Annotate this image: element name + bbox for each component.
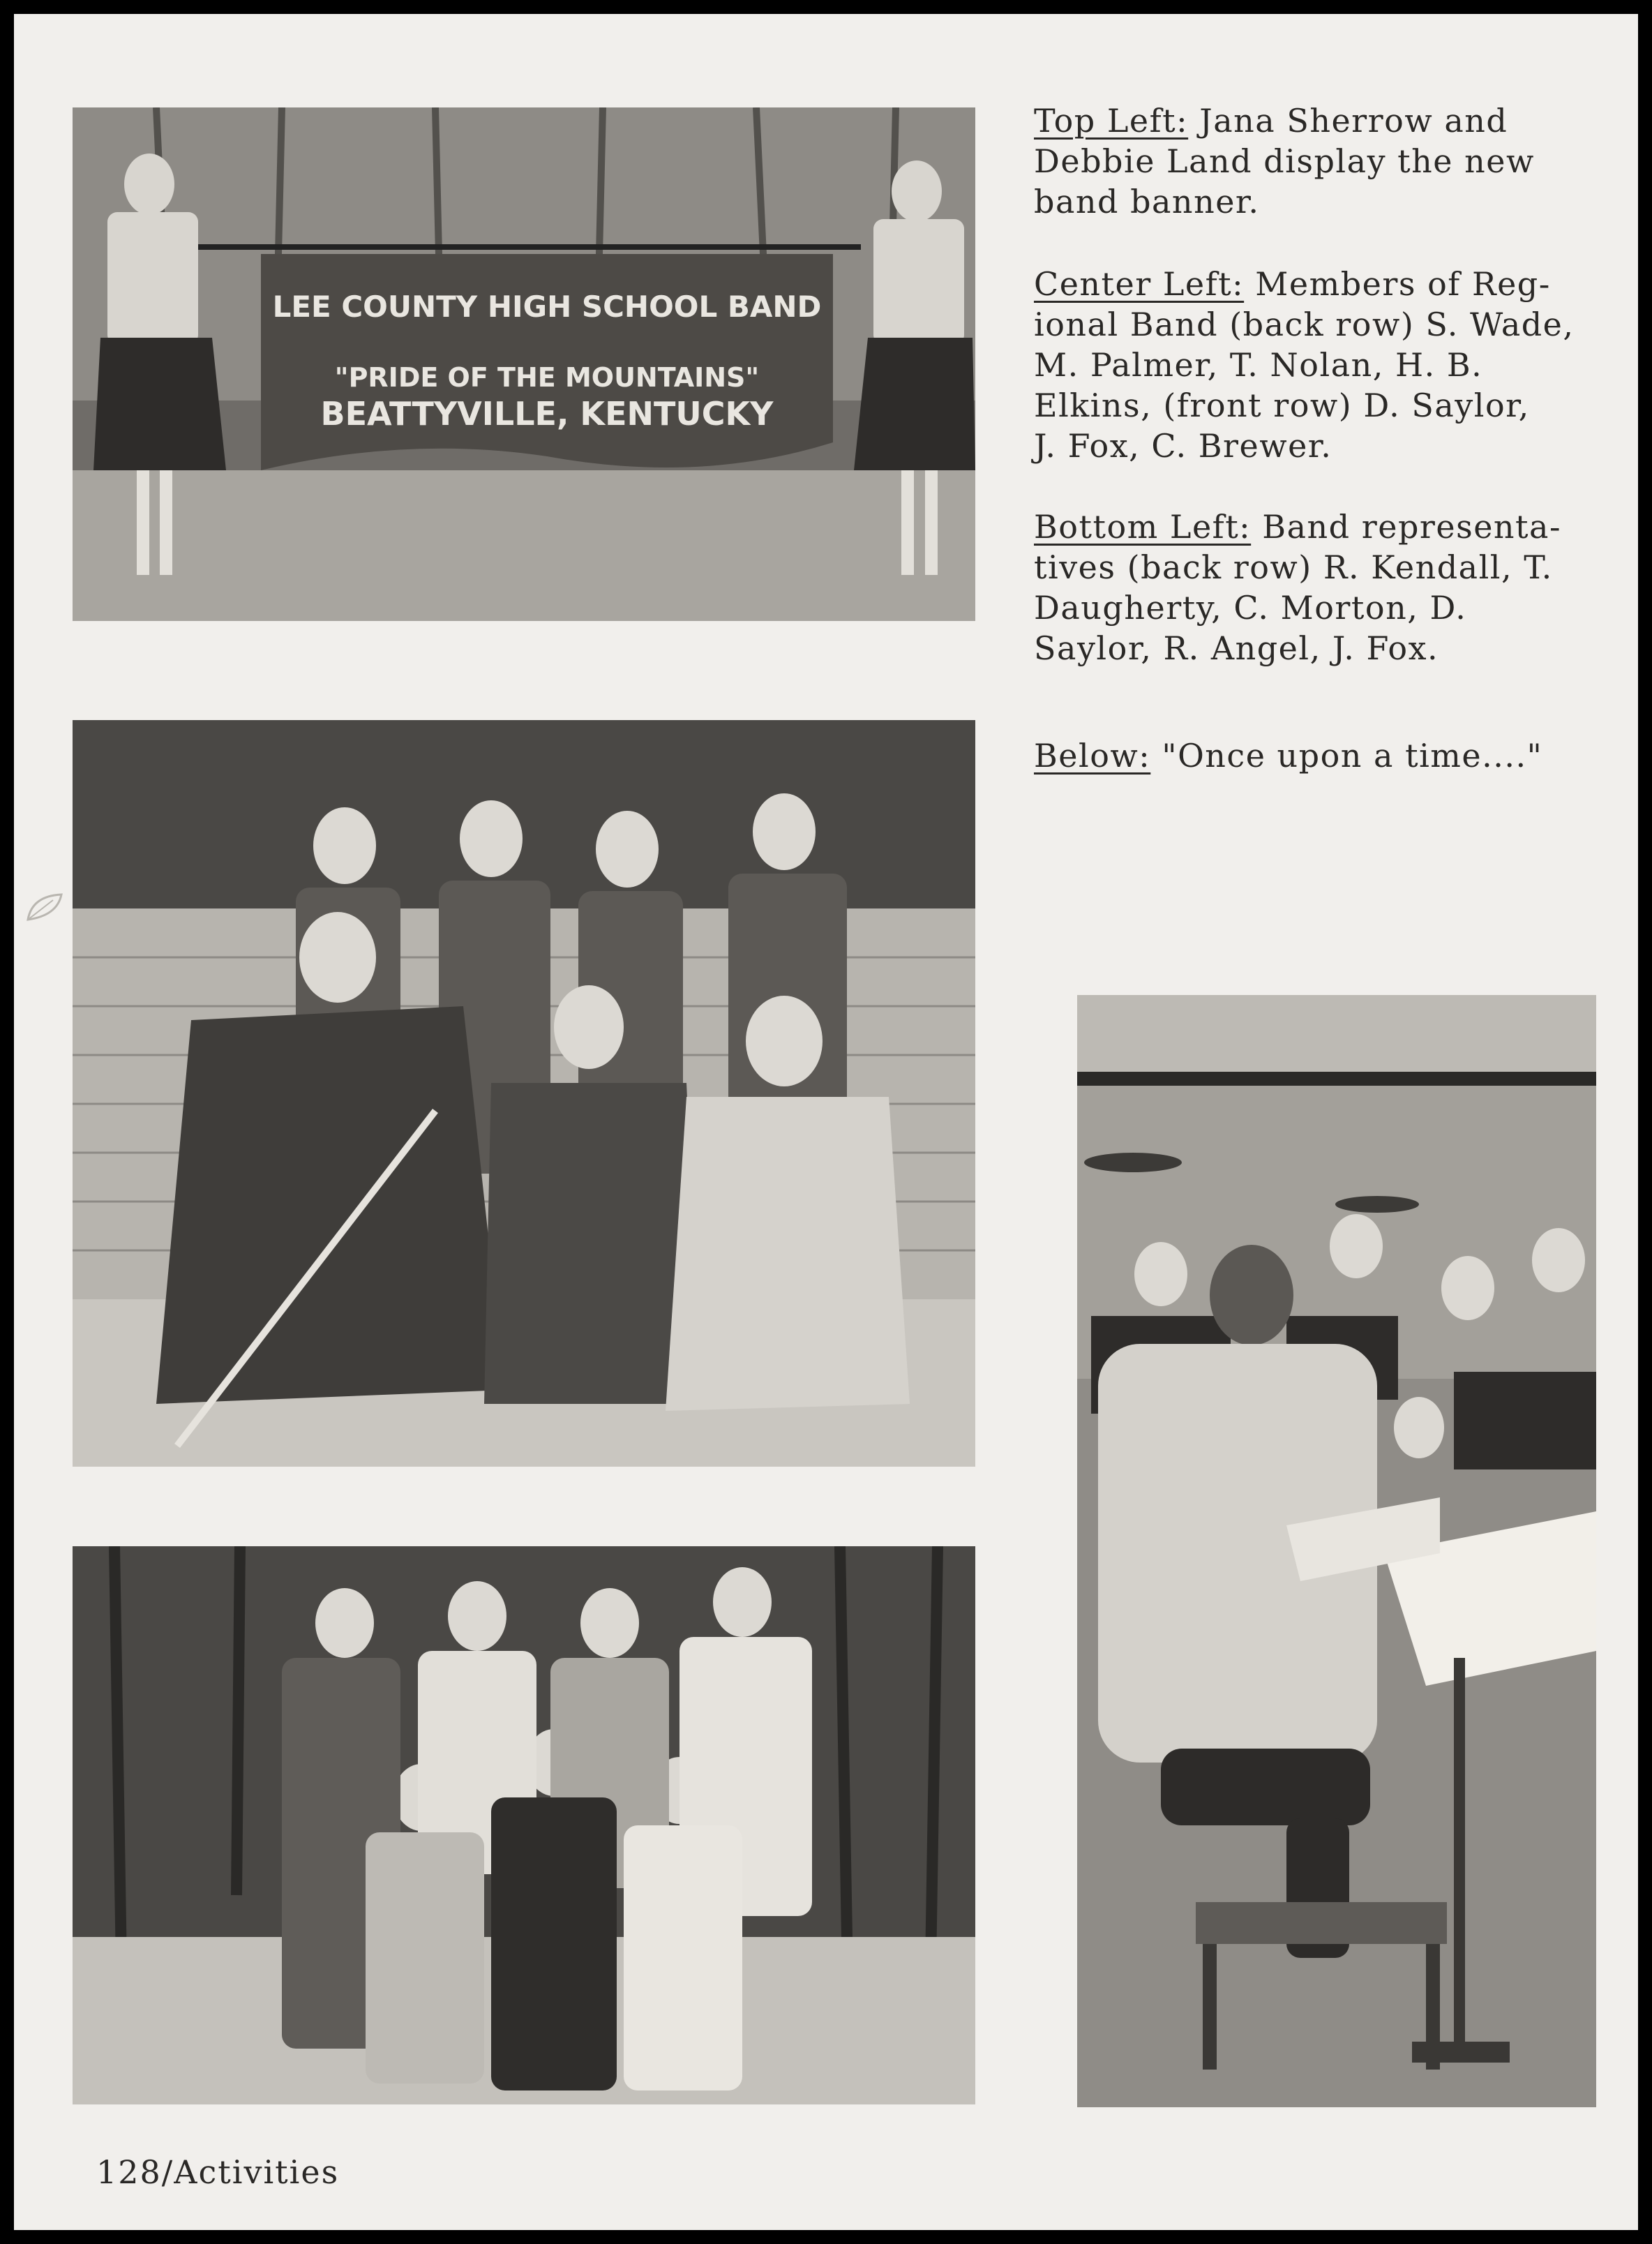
caption-label: Bottom Left: (1034, 508, 1252, 546)
caption-text: Band representa- tives (back row) R. Kendall, T. Daugherty, C. Morton, D. Saylor, R. Angel, J. Fox. (1034, 508, 1562, 667)
banner-line1: LEE COUNTY HIGH SCHOOL BAND (272, 290, 822, 324)
caption-label: Top Left: (1034, 102, 1189, 140)
caption-text: Members of Reg- ional Band (back row) S. Wade, M. Palmer, T. Nolan, H. B. Elkins, (front row) D. Saylor, J. Fox, C. Brewer. (1034, 265, 1575, 465)
page-folio: 128/Activities (96, 2153, 340, 2191)
caption-text: Jana Sherrow and Debbie Land display the new band banner. (1034, 102, 1535, 220)
photo-regional-band (73, 720, 975, 1467)
photo-band-banner (73, 107, 975, 621)
photo-band-rehearsal (1077, 995, 1596, 2107)
caption-center-left (1034, 264, 1634, 466)
caption-label: Below: (1034, 737, 1151, 775)
banner-line3: BEATTYVILLE, KENTUCKY (320, 395, 774, 433)
yearbook-page (14, 14, 1638, 2230)
banner-line2: "PRIDE OF THE MOUNTAINS" (334, 362, 760, 393)
caption-below (1034, 735, 1634, 776)
leaf-icon (25, 892, 64, 922)
caption-text: "Once upon a time...." (1150, 737, 1543, 775)
caption-bottom-left (1034, 507, 1634, 668)
caption-top-left (1034, 100, 1634, 222)
caption-label: Center Left: (1034, 265, 1245, 303)
photo-band-representatives (73, 1546, 975, 2104)
